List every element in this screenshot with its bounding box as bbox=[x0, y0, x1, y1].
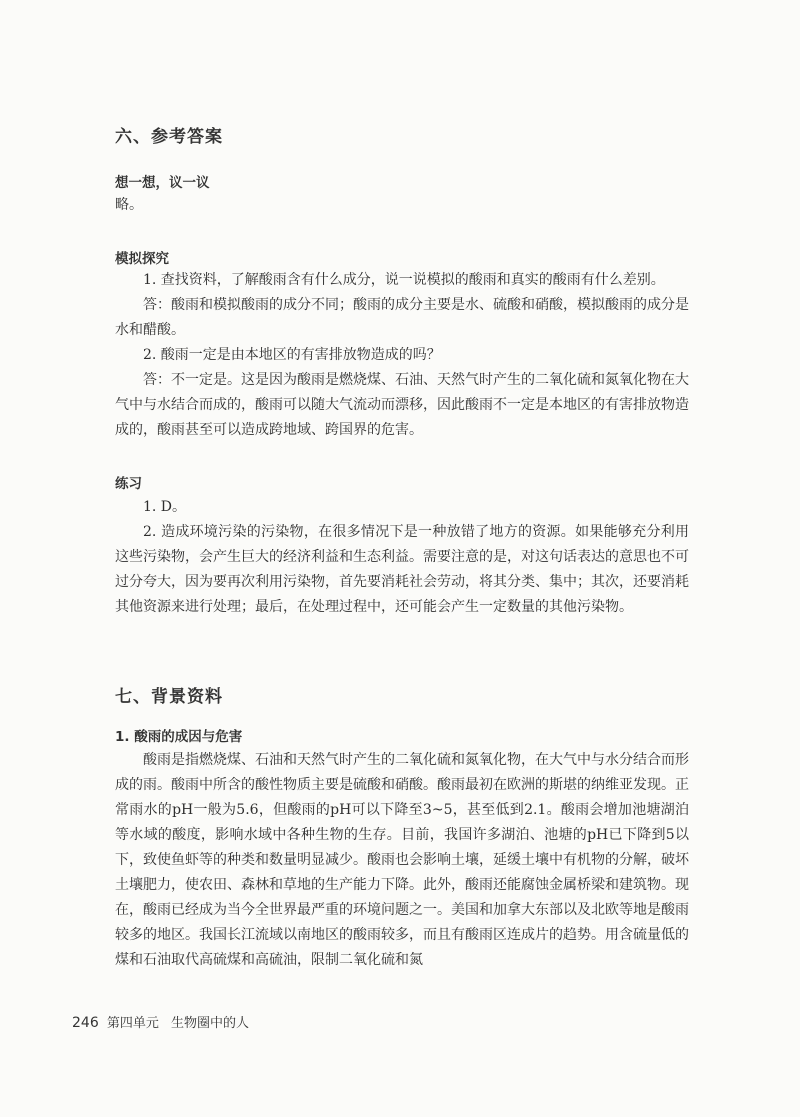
section-6-heading: 六、参考答案 bbox=[115, 127, 223, 147]
unit-label: 第四单元 bbox=[106, 1016, 159, 1031]
think-discuss-answer: 略。 bbox=[115, 197, 143, 213]
exercise-answer-2: 2. 造成环境污染的污染物，在很多情况下是一种放错了地方的资源。如果能够充分利用这些污染物，会产生巨大的经济利益和生态利益。需要注意的是，对这句话表达的意思也不可过分夸大，因为要再次利用污染物，首先要消耗社会劳动，将其分类、集中；其次，还要消耗其他资源来进行处理；最后，在处理过程中，还可能会产生一定数量的其他污染物。 bbox=[115, 524, 689, 615]
exercise-heading: 练习 bbox=[115, 476, 142, 492]
acid-rain-paragraph: 酸雨是指燃烧煤、石油和天然气时产生的二氧化硫和氮氧化物，在大气中与水分结合而形成的雨。酸雨中所含的酸性物质主要是硫酸和硝酸。酸雨最初在欧洲的斯堪的纳维亚发现。正常雨水的pH一般为5.6，但酸雨的pH可以下降至3~5，甚至低到2.1。酸雨会增加池塘湖泊等水域的酸度，影响水域中各种生物的生存。目前，我国许多湖泊、池塘的pH已下降到5以下，致使鱼虾等的种类和数量明显减少。酸雨也会影响土壤，延缓土壤中有机物的分解，破坏土壤肥力，使农田、森林和草地的生产能力下降。此外，酸雨还能腐蚀金属桥梁和建筑物。现在，酸雨已经成为当今全世界最严重的环境问题之一。美国和加拿大东部以及北欧等地是酸雨较多的地区。我国长江流域以南地区的酸雨较多，而且有酸雨区连成片的趋势。用含硫量低的煤和石油取代高硫煤和高硫油，限制二氧化硫和氮 bbox=[115, 752, 689, 968]
section-7-heading: 七、背景资料 bbox=[115, 687, 223, 707]
acid-rain-heading: 1. 酸雨的成因与危害 bbox=[115, 729, 243, 745]
simulation-question-1: 1. 查找资料，了解酸雨含有什么成分，说一说模拟的酸雨和真实的酸雨有什么差别。 bbox=[143, 272, 665, 288]
think-discuss-heading: 想一想，议一议 bbox=[115, 175, 210, 191]
unit-title: 生物圈中的人 bbox=[171, 1016, 250, 1031]
page-number: 246 bbox=[72, 1015, 99, 1031]
exercise-answer-1: 1. D。 bbox=[143, 499, 187, 515]
simulation-answer-1: 答：酸雨和模拟酸雨的成分不同；酸雨的成分主要是水、硫酸和硝酸，模拟酸雨的成分是水和醋酸。 bbox=[115, 297, 689, 338]
simulation-question-2: 2. 酸雨一定是由本地区的有害排放物造成的吗？ bbox=[143, 347, 441, 363]
simulation-answer-2: 答：不一定是。这是因为酸雨是燃烧煤、石油、天然气时产生的二氧化硫和氮氧化物在大气中与水结合而成的，酸雨可以随大气流动而漂移，因此酸雨不一定是本地区的有害排放物造成的，酸雨甚至可以造成跨地域、跨国界的危害。 bbox=[115, 372, 689, 438]
simulation-heading: 模拟探究 bbox=[115, 251, 169, 267]
page-footer bbox=[72, 1012, 249, 1031]
